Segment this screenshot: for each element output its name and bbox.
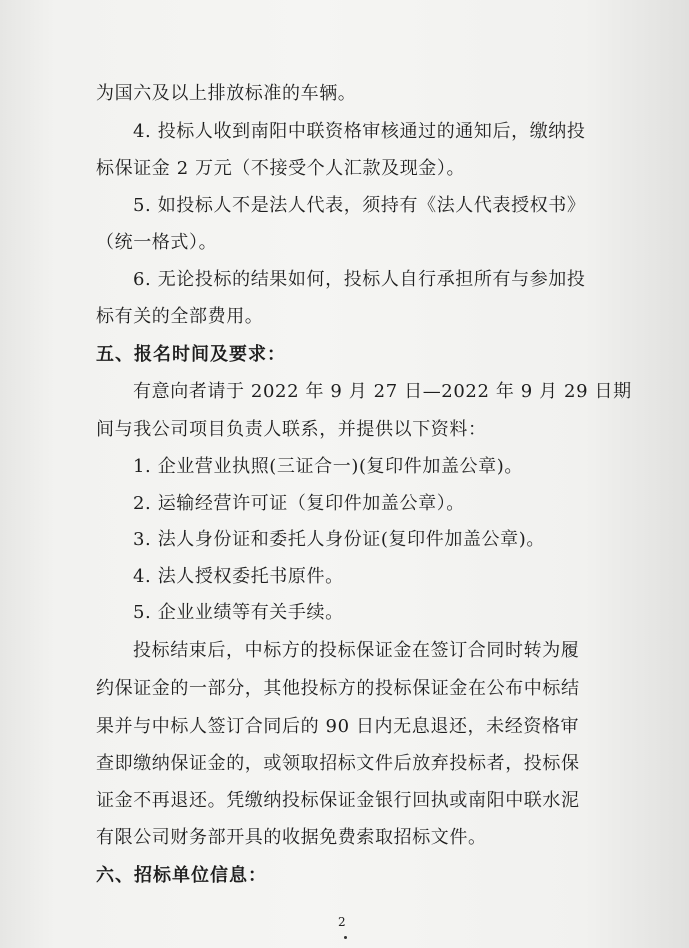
page-number: 2	[338, 915, 346, 929]
paragraph-line: 有限公司财务部开具的收据免费索取招标文件。	[96, 827, 487, 848]
paragraph-line: 果并与中标人签订合同后的 90 日内无息退还，未经资格审	[96, 716, 580, 737]
section-heading-6: 六、招标单位信息：	[96, 865, 267, 886]
text-line: 标有关的全部费用。	[96, 306, 264, 327]
document-list-item: 2. 运输经营许可证（复印件加盖公章）。	[133, 493, 465, 514]
text-line: （统一格式）。	[96, 232, 218, 253]
section-heading-5: 五、报名时间及要求：	[96, 344, 286, 365]
paragraph-line: 查即缴纳保证金的，或领取招标文件后放弃投标者，投标保	[96, 753, 580, 774]
paragraph-line: 有意向者请于 2022 年 9 月 27 日—2022 年 9 月 29 日期	[133, 381, 632, 402]
text-line: 为国六及以上排放标准的车辆。	[96, 83, 357, 104]
paragraph-line: 证金不再退还。凭缴纳投标保证金银行回执或南阳中联水泥	[96, 790, 580, 811]
paragraph-line: 约保证金的一部分，其他投标方的投标保证金在公布中标结	[96, 678, 580, 699]
document-list-item: 3. 法人身份证和委托人身份证(复印件加盖公章)。	[133, 529, 545, 550]
requirement-6-line: 6. 无论投标的结果如何，投标人自行承担所有与参加投	[133, 269, 586, 290]
requirement-5-line: 5. 如投标人不是法人代表，须持有《法人代表授权书》	[133, 195, 586, 216]
paragraph-line: 间与我公司项目负责人联系，并提供以下资料：	[96, 419, 487, 440]
document-list-item: 4. 法人授权委托书原件。	[133, 566, 344, 587]
text-line: 标保证金 2 万元（不接受个人汇款及现金）。	[96, 158, 466, 179]
requirement-4-line: 4. 投标人收到南阳中联资格审核通过的通知后，缴纳投	[133, 121, 586, 142]
document-list-item: 5. 企业业绩等有关手续。	[133, 602, 344, 623]
document-list-item: 1. 企业营业执照(三证合一)(复印件加盖公章)。	[133, 456, 523, 477]
paragraph-line: 投标结束后，中标方的投标保证金在签订合同时转为履	[133, 640, 580, 661]
page-mark-dot	[344, 936, 347, 939]
